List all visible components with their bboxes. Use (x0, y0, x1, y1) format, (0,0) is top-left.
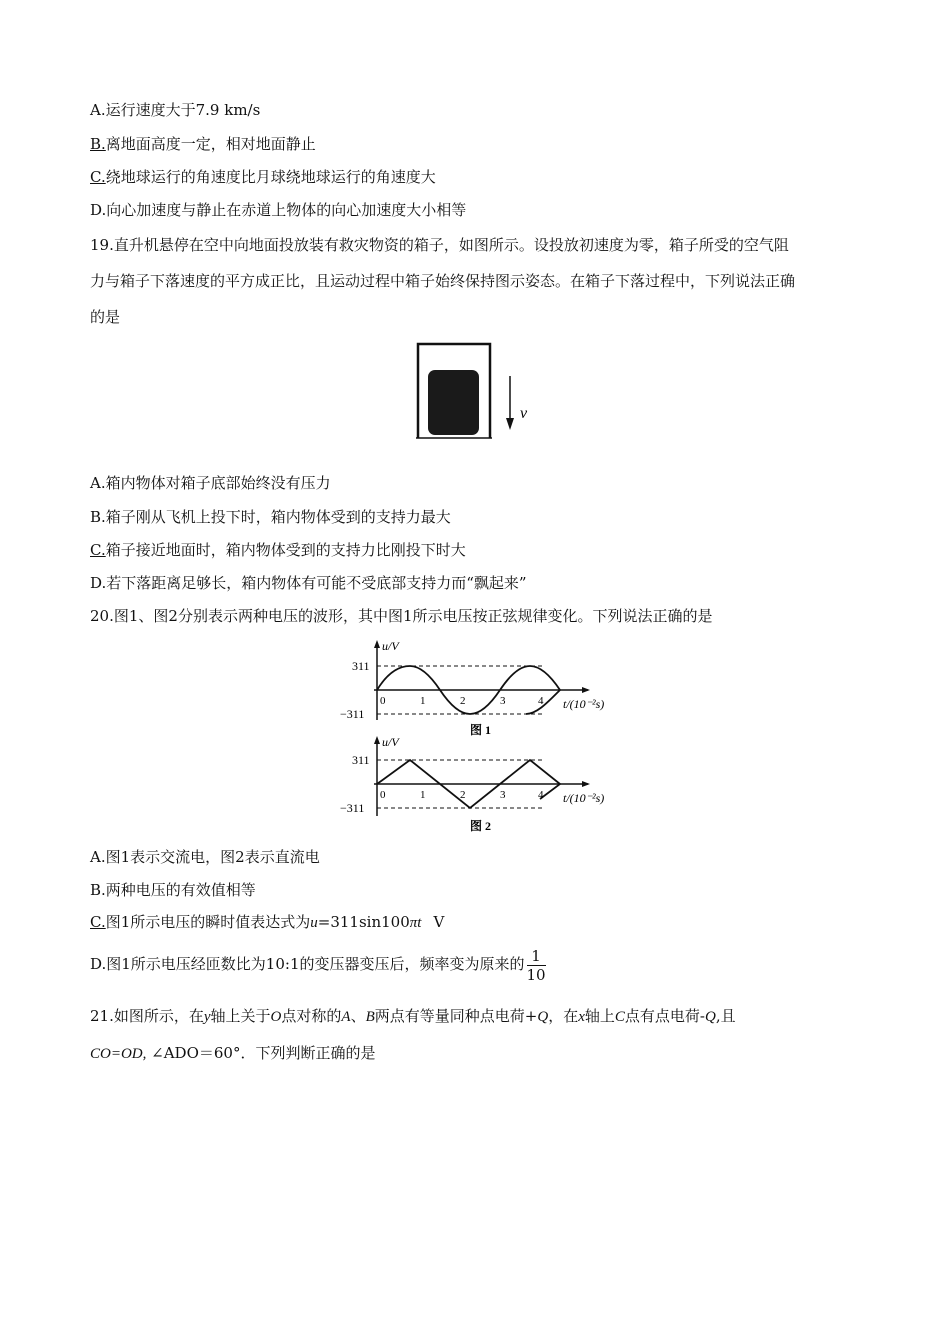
stem-text: 轴上 (584, 1007, 615, 1025)
option-label: C. (90, 541, 106, 559)
y-bottom-label: −311 (340, 801, 365, 815)
stem-var: A (341, 1009, 351, 1025)
y-axis-label: u/V (382, 735, 399, 749)
stem-var: B (365, 1009, 375, 1025)
stem-text: 点对称的 (281, 1007, 342, 1025)
option-label: B. (90, 508, 106, 526)
option-text: 向心加速度与静止在赤道上物体的向心加速度大小相等 (106, 201, 467, 219)
q19-option-b (90, 507, 451, 527)
option-text: 运行速度大于7.9 km/s (105, 101, 261, 119)
y-top-label: 311 (352, 659, 370, 673)
option-text: 箱内物体对箱子底部始终没有压力 (105, 474, 331, 492)
q19-box-figure (410, 338, 550, 442)
q20-option-b (90, 880, 256, 900)
q19-option-c (90, 540, 466, 560)
y-bottom-label: −311 (340, 707, 365, 721)
q18-option-d (90, 200, 466, 220)
option-label: A. (90, 101, 106, 119)
option-label: D. (90, 201, 107, 219)
figure1-caption: 图 1 (470, 723, 492, 737)
velocity-label: v (520, 405, 528, 422)
q20-option-d (90, 944, 546, 984)
q21-stem-line1 (90, 1006, 736, 1027)
option-label: A. (90, 474, 106, 492)
y-top-label: 311 (352, 753, 370, 767)
x-axis-arrow (582, 687, 590, 693)
tick-0: 0 (380, 789, 386, 801)
stem-text: 、 (350, 1007, 366, 1025)
y-axis-arrow (374, 640, 380, 648)
option-text: 箱子接近地面时，箱内物体受到的支持力比刚投下时大 (105, 541, 466, 559)
option-label: D. (90, 574, 107, 592)
q19-option-d (90, 573, 527, 593)
x-axis-arrow (582, 781, 590, 787)
option-text: 两种电压的有效值相等 (105, 881, 256, 899)
tick-3: 3 (500, 789, 506, 801)
q20-waveform-figure (330, 636, 630, 842)
fraction (527, 947, 546, 984)
formula-var-pit: πt (409, 915, 422, 931)
stem-text: ,且 (715, 1007, 736, 1025)
option-text: 图1表示交流电，图2表示直流电 (105, 848, 320, 866)
stem-var: y (203, 1009, 211, 1025)
stem-text: ∠ADO＝60°．下列判断正确的是 (146, 1044, 376, 1062)
q20-stem: 20.图1、图2分别表示两种电压的波形，其中图1所示电压按正弦规律变化。下列说法正确的是 (90, 607, 713, 625)
stem-var: Q (537, 1009, 549, 1025)
q18-option-b (90, 134, 316, 154)
option-text: 绕地球运行的角速度比月球绕地球运行的角速度大 (105, 168, 436, 186)
box-cargo (428, 370, 479, 435)
velocity-arrow-head (506, 418, 514, 430)
figure2-caption: 图 2 (470, 819, 492, 833)
stem-text: 两点有等量同种点电荷+ (374, 1007, 538, 1025)
formula-var-u: u (310, 915, 318, 931)
tick-2: 2 (460, 695, 466, 707)
formula-unit: V (433, 913, 445, 931)
tick-0: 0 (380, 695, 386, 707)
option-text: 离地面高度一定，相对地面静止 (105, 135, 316, 153)
stem-text: 点有点电荷- (624, 1007, 705, 1025)
q18-option-c (90, 167, 436, 187)
tick-3: 3 (500, 695, 506, 707)
q18-option-a (90, 100, 260, 120)
option-label: D. (90, 955, 107, 973)
option-text: 图1所示电压的瞬时值表达式为 (105, 913, 311, 931)
tick-1: 1 (420, 695, 426, 707)
option-text: 图1所示电压经匝数比为10:1的变压器变压后，频率变为原来的 (106, 955, 525, 973)
q19-stem-line2: 力与箱子下落速度的平方成正比，且运动过程中箱子始终保持图示姿态。在箱子下落过程中，下列说法正确 (90, 272, 796, 290)
q20-option-a (90, 847, 320, 867)
stem-var: Q (704, 1009, 716, 1025)
tick-2: 2 (460, 789, 466, 801)
q19-stem-line1: 19.直升机悬停在空中向地面投放装有救灾物资的箱子，如图所示。设投放初速度为零，箱子所受的空气阻 (90, 236, 789, 254)
stem-var: CO=OD, (90, 1046, 147, 1062)
formula-text: =311sin100 (317, 913, 410, 931)
stem-text: 21.如图所示，在 (90, 1007, 204, 1025)
tick-4: 4 (538, 695, 544, 707)
option-label: B. (90, 135, 106, 153)
tick-1: 1 (420, 789, 426, 801)
figure2-triangle (340, 735, 604, 833)
fraction-denominator: 10 (526, 965, 546, 984)
option-label: B. (90, 881, 106, 899)
stem-text: ，在 (548, 1007, 579, 1025)
tick-4: 4 (538, 789, 544, 801)
figure1-sine (340, 639, 604, 737)
option-text: 箱子刚从飞机上投下时，箱内物体受到的支持力最大 (105, 508, 451, 526)
option-label: C. (90, 168, 106, 186)
stem-text: 轴上关于 (210, 1007, 271, 1025)
q21-stem-line2 (90, 1043, 375, 1064)
q19-stem-line3: 的是 (90, 308, 121, 326)
option-label: C. (90, 913, 106, 931)
option-text: 若下落距离足够长，箱内物体有可能不受底部支持力而“飘起来” (106, 574, 527, 592)
stem-var: O (270, 1009, 282, 1025)
fraction-numerator: 1 (527, 947, 546, 966)
y-axis-arrow (374, 736, 380, 744)
y-axis-label: u/V (382, 639, 399, 653)
q19-option-a (90, 473, 331, 493)
x-axis-label: t/(10⁻²s) (563, 697, 605, 711)
q20-option-c (90, 912, 444, 933)
x-axis-label: t/(10⁻²s) (563, 791, 605, 805)
stem-var: x (578, 1009, 585, 1025)
stem-var: C (614, 1009, 625, 1025)
option-label: A. (90, 848, 106, 866)
